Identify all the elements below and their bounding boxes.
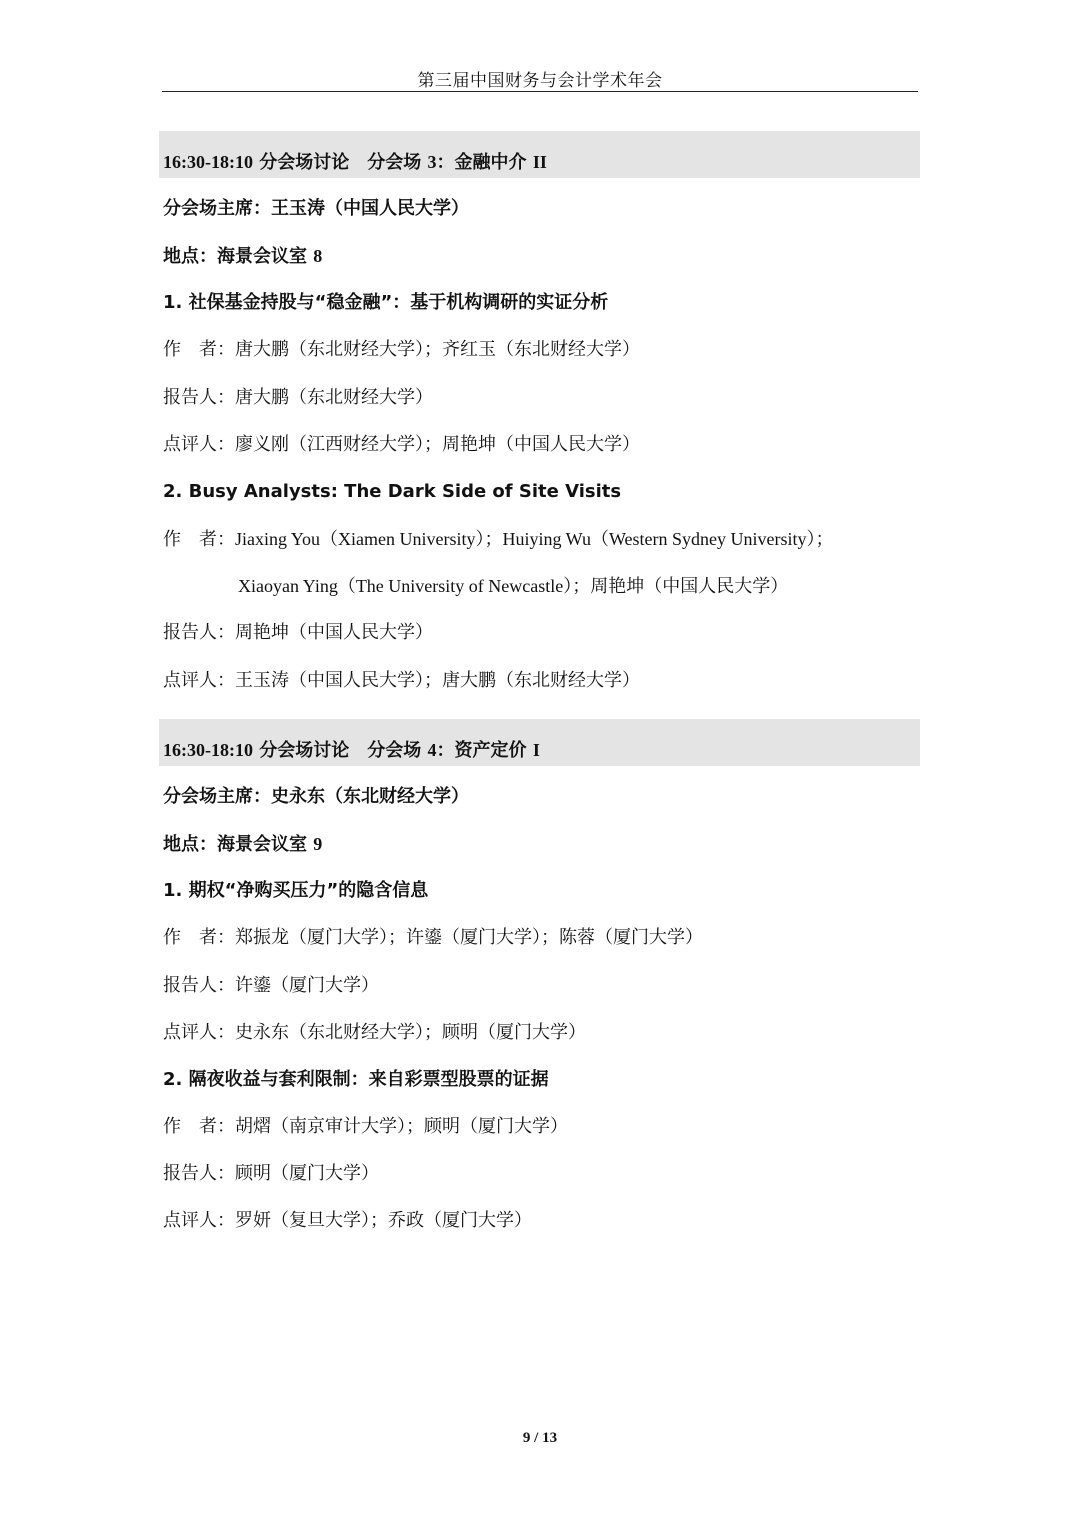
paper-title: 2. 隔夜收益与套利限制：来自彩票型股票的证据 — [163, 1069, 549, 1090]
author-list: 郑振龙（厦门大学）；许鎏（厦门大学）；陈蓉（厦门大学） — [235, 927, 703, 948]
session-time: 16:30-18:10 — [163, 152, 253, 172]
author-label: 作 者： — [163, 927, 235, 948]
paper-title: 1. 社保基金持股与“稳金融”：基于机构调研的实证分析 — [163, 292, 609, 313]
presenter-name: 周艳坤（中国人民大学） — [235, 622, 433, 643]
paper-title: 1. 期权“净购买压力”的隐含信息 — [163, 880, 429, 901]
paper-authors — [163, 1115, 568, 1139]
venue-number: 9 — [313, 834, 323, 854]
author-list-cn: 周艳坤（中国人民大学） — [590, 576, 789, 597]
session-3-venue — [163, 244, 322, 269]
chair-name: 王玉涛（中国人民大学） — [271, 198, 469, 219]
paper-presenter — [163, 974, 379, 998]
session-prefix: 分会场 — [367, 740, 428, 761]
author-list: 胡熠（南京审计大学）；顾明（厦门大学） — [235, 1116, 568, 1137]
presenter-name: 唐大鹏（东北财经大学） — [235, 387, 433, 408]
paper-discussants — [163, 669, 640, 693]
paper-presenter — [163, 621, 433, 645]
chair-name: 史永东（东北财经大学） — [271, 786, 469, 807]
venue-name: 海景会议室 — [217, 246, 314, 267]
discussant-label: 点评人： — [163, 1210, 235, 1231]
session-4-heading — [163, 738, 540, 763]
paper-authors — [163, 527, 833, 552]
session-prefix: 分会场 — [367, 152, 428, 173]
page-header-title: 第三届中国财务与会计学术年会 — [417, 71, 663, 91]
paper-presenter — [163, 1162, 379, 1186]
venue-label: 地点： — [163, 246, 217, 267]
session-type: 分会场讨论 — [259, 740, 350, 761]
header-divider — [162, 91, 918, 92]
presenter-label: 报告人： — [163, 622, 235, 643]
presenter-name: 许鎏（厦门大学） — [235, 975, 379, 996]
paper-presenter — [163, 386, 433, 410]
discussant-list: 罗妍（复旦大学）；乔政（厦门大学） — [235, 1210, 532, 1231]
paper-authors — [163, 338, 640, 362]
author-label: 作 者： — [163, 339, 235, 360]
paper-discussants — [163, 1209, 532, 1233]
chair-label: 分会场主席： — [163, 198, 271, 219]
presenter-label: 报告人： — [163, 1163, 235, 1184]
presenter-label: 报告人： — [163, 975, 235, 996]
paper-authors-continued — [238, 574, 788, 599]
discussant-label: 点评人： — [163, 1022, 235, 1043]
venue-number: 8 — [313, 246, 323, 266]
session-3-heading — [163, 150, 547, 175]
discussant-label: 点评人： — [163, 434, 235, 455]
session-time: 16:30-18:10 — [163, 740, 253, 760]
presenter-label: 报告人： — [163, 387, 235, 408]
author-label: 作 者： — [163, 1116, 235, 1137]
paper-discussants — [163, 1021, 586, 1045]
author-list-en: Xiaoyan Ying（The University of Newcastle）； — [238, 576, 591, 596]
discussant-list: 廖义刚（江西财经大学）；周艳坤（中国人民大学） — [235, 434, 640, 455]
page-number — [0, 1430, 1080, 1447]
discussant-list: 王玉涛（中国人民大学）；唐大鹏（东北财经大学） — [235, 670, 640, 691]
session-suffix: ： — [436, 152, 455, 173]
venue-label: 地点： — [163, 834, 217, 855]
page-separator: / — [530, 1430, 543, 1446]
discussant-label: 点评人： — [163, 670, 235, 691]
session-type: 分会场讨论 — [259, 152, 350, 173]
session-3-chair — [163, 197, 469, 221]
session-4-chair — [163, 785, 469, 809]
discussant-list: 史永东（东北财经大学）；顾明（厦门大学） — [235, 1022, 586, 1043]
page-total: 13 — [542, 1430, 558, 1446]
session-suffix: ： — [436, 740, 455, 761]
session-topic: 金融中介 — [454, 152, 533, 173]
session-topic-roman: II — [532, 152, 547, 172]
session-number: 3 — [427, 152, 437, 172]
session-topic: 资产定价 — [454, 740, 533, 761]
presenter-name: 顾明（厦门大学） — [235, 1163, 379, 1184]
author-list: Jiaxing You（Xiamen University）；Huiying Wu（Western Sydney University）； — [235, 529, 834, 549]
author-label: 作 者： — [163, 529, 235, 550]
paper-discussants — [163, 433, 640, 457]
venue-name: 海景会议室 — [217, 834, 314, 855]
author-list: 唐大鹏（东北财经大学）；齐红玉（东北财经大学） — [235, 339, 640, 360]
page-current: 9 — [522, 1430, 531, 1446]
paper-title: 2. Busy Analysts: The Dark Side of Site Visits — [163, 481, 622, 502]
session-number: 4 — [427, 740, 437, 760]
chair-label: 分会场主席： — [163, 786, 271, 807]
session-topic-roman: I — [532, 740, 540, 760]
session-4-venue — [163, 832, 322, 857]
paper-authors — [163, 926, 703, 950]
